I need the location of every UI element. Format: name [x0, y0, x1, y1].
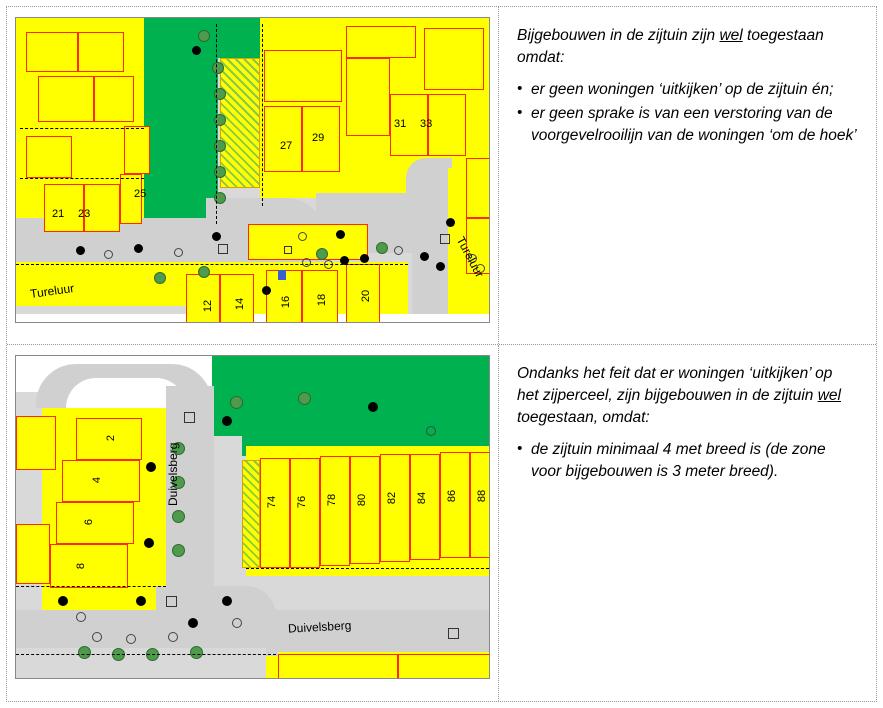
highlight-zone-bottom: [242, 460, 260, 568]
house-number: 20: [360, 289, 373, 303]
tree-icon: [198, 30, 210, 42]
cadastral-dash-line: [20, 178, 144, 179]
green-strip-upper: [218, 18, 262, 58]
marker-dot: [222, 596, 232, 606]
house-number: 31: [394, 118, 407, 130]
tree-icon: [78, 646, 91, 659]
house-number: 33: [420, 118, 433, 130]
cadastral-dash-line: [16, 586, 166, 587]
marker-circle: [298, 232, 307, 241]
marker-circle: [76, 612, 86, 622]
parcel-outline: [346, 58, 390, 136]
parcel-outline-76: [290, 458, 320, 568]
content-table: [6, 6, 877, 702]
marker-dot: [76, 246, 85, 255]
parcel-outline: [78, 32, 124, 72]
marker-circle: [92, 632, 102, 642]
tree-icon: [376, 242, 388, 254]
house-number: 76: [296, 495, 309, 509]
cadastral-dash-line: [20, 128, 144, 129]
tree-icon: [198, 266, 210, 278]
tree-icon: [190, 646, 203, 659]
marker-square: [448, 628, 459, 639]
intro-post-text: toegestaan, omdat:: [517, 409, 650, 426]
intro-underlined-word: wel: [719, 27, 743, 44]
parcel-outline: [466, 158, 490, 218]
parcel-outline: [424, 28, 484, 90]
tree-icon: [316, 248, 328, 260]
house-number: 23: [78, 208, 91, 220]
parcel-outline: [124, 126, 150, 174]
marker-dot: [144, 538, 154, 548]
list-item: • er geen sprake is van een verstoring van de voorgevelrooilijn van de woningen ‘om de hoek’: [517, 103, 858, 147]
house-number: 4: [91, 476, 104, 484]
parcel-outline: [346, 26, 416, 58]
explanation-cell-top: [499, 7, 876, 344]
parcel-outline-8: [50, 544, 128, 588]
house-number: 14: [234, 297, 247, 311]
house-number: 12: [202, 299, 215, 313]
parcel-outline: [16, 524, 50, 584]
marker-dot: [420, 252, 429, 261]
tree-icon: [172, 544, 185, 557]
marker-dot: [188, 618, 198, 628]
marker-dot: [212, 232, 221, 241]
parcel-outline: [38, 76, 94, 122]
house-number: 25: [134, 188, 147, 200]
parcel-outline: [26, 136, 72, 178]
list-item: • er geen woningen ‘uitkijken’ op de zijtuin én;: [517, 79, 858, 101]
pavement-bottom: [16, 648, 266, 679]
explanation-intro-top: [517, 25, 858, 69]
street-label-duivelsberg-horizontal: Duivelsberg: [287, 618, 352, 636]
marker-circle: [168, 632, 178, 642]
explanation-bullets-top: [517, 79, 858, 147]
marker-dot: [368, 402, 378, 412]
marker-dot: [146, 462, 156, 472]
parcel-outline-strip: [248, 224, 368, 260]
marker-dot: [222, 416, 232, 426]
street-label-tureluur-right: Tureluur: [453, 234, 487, 280]
highlight-zone-top: [220, 58, 260, 188]
intro-post-text: toegestaan omdat:: [517, 27, 824, 66]
house-number: 88: [476, 489, 489, 503]
tree-icon: [230, 396, 243, 409]
house-number: 86: [446, 489, 459, 503]
house-number: 74: [266, 495, 279, 509]
street-label-duivelsberg-vertical: Duivelsberg: [166, 442, 180, 506]
tree-icon: [172, 510, 185, 523]
parcel-outline: [26, 32, 78, 72]
marker-circle: [104, 250, 113, 259]
map-cell-top: [7, 7, 499, 344]
house-number: 27: [280, 140, 293, 152]
parcel-outline: [94, 76, 134, 122]
marker-dot: [360, 254, 369, 263]
marker-circle: [426, 426, 436, 436]
parcel-outline: [264, 50, 342, 102]
road-bend-right: [406, 158, 452, 208]
intro-pre-text: Bijgebouwen in de zijtuin zijn: [517, 27, 720, 44]
parcel-outline-33: [428, 94, 466, 156]
cadastral-dash-line: [246, 568, 490, 569]
marker-circle: [232, 618, 242, 628]
marker-dot: [136, 596, 146, 606]
parcel-outline-74: [260, 458, 290, 568]
house-number: 18: [316, 293, 329, 307]
house-number: 78: [326, 493, 339, 507]
marker-dot: [336, 230, 345, 239]
parcel-outline-82: [380, 454, 410, 562]
cadastral-dash-line: [262, 24, 263, 206]
cadastral-dash-line: [16, 264, 408, 265]
marker-square: [166, 596, 177, 607]
cadastral-map-top: [15, 17, 490, 323]
parcel-outline-12: [186, 274, 220, 323]
house-number: 2: [105, 434, 118, 442]
explanation-bullets-bottom: [517, 439, 858, 483]
parcel-outline-bottom: [398, 654, 490, 679]
parcel-outline-84: [410, 454, 440, 560]
parcel-outline-86: [440, 452, 470, 558]
table-row: [7, 345, 876, 701]
marker-dot: [58, 596, 68, 606]
table-row: [7, 7, 876, 345]
marker-blue: [278, 270, 286, 280]
marker-square: [218, 244, 228, 254]
house-number: 84: [416, 491, 429, 505]
marker-dot: [262, 286, 271, 295]
parcel-outline-27: [264, 106, 302, 172]
marker-dot: [446, 218, 455, 227]
house-number: 16: [280, 295, 293, 309]
parcel-outline-bottom: [278, 654, 398, 679]
intro-pre-text: Ondanks het feit dat er woningen ‘uitkijken’ op het zijperceel, zijn bijgebouwen in de zijtuin: [517, 365, 833, 404]
intro-underlined-word: wel: [817, 387, 841, 404]
cadastral-map-bottom: [15, 355, 490, 679]
parcel-outline-80: [350, 456, 380, 564]
explanation-intro-bottom: [517, 363, 858, 429]
cadastral-dash-line: [216, 24, 217, 224]
parcel-outline: [16, 416, 56, 470]
house-number: 80: [356, 493, 369, 507]
tree-icon: [298, 392, 311, 405]
house-number: 8: [75, 562, 88, 570]
marker-square: [440, 234, 450, 244]
marker-square: [284, 246, 292, 254]
map-cell-bottom: [7, 345, 499, 701]
cadastral-dash-line: [16, 654, 276, 655]
marker-circle: [302, 258, 311, 267]
parcel-outline-88: [470, 452, 490, 558]
house-number: 6: [83, 518, 96, 526]
list-item: • de zijtuin minimaal 4 met breed is (de zone voor bijgebouwen is 3 meter breed).: [517, 439, 858, 483]
marker-dot: [134, 244, 143, 253]
marker-circle: [174, 248, 183, 257]
house-number: 82: [386, 491, 399, 505]
explanation-cell-bottom: [499, 345, 876, 701]
parcel-outline-78: [320, 456, 350, 566]
tree-icon: [154, 272, 166, 284]
house-number: 21: [52, 208, 65, 220]
street-label-tureluur-left: Tureluur: [29, 280, 76, 302]
house-number: 29: [312, 132, 325, 144]
marker-dot: [192, 46, 201, 55]
marker-square: [184, 412, 195, 423]
marker-circle: [126, 634, 136, 644]
marker-circle: [394, 246, 403, 255]
marker-dot: [436, 262, 445, 271]
tree-icon: [212, 62, 224, 74]
